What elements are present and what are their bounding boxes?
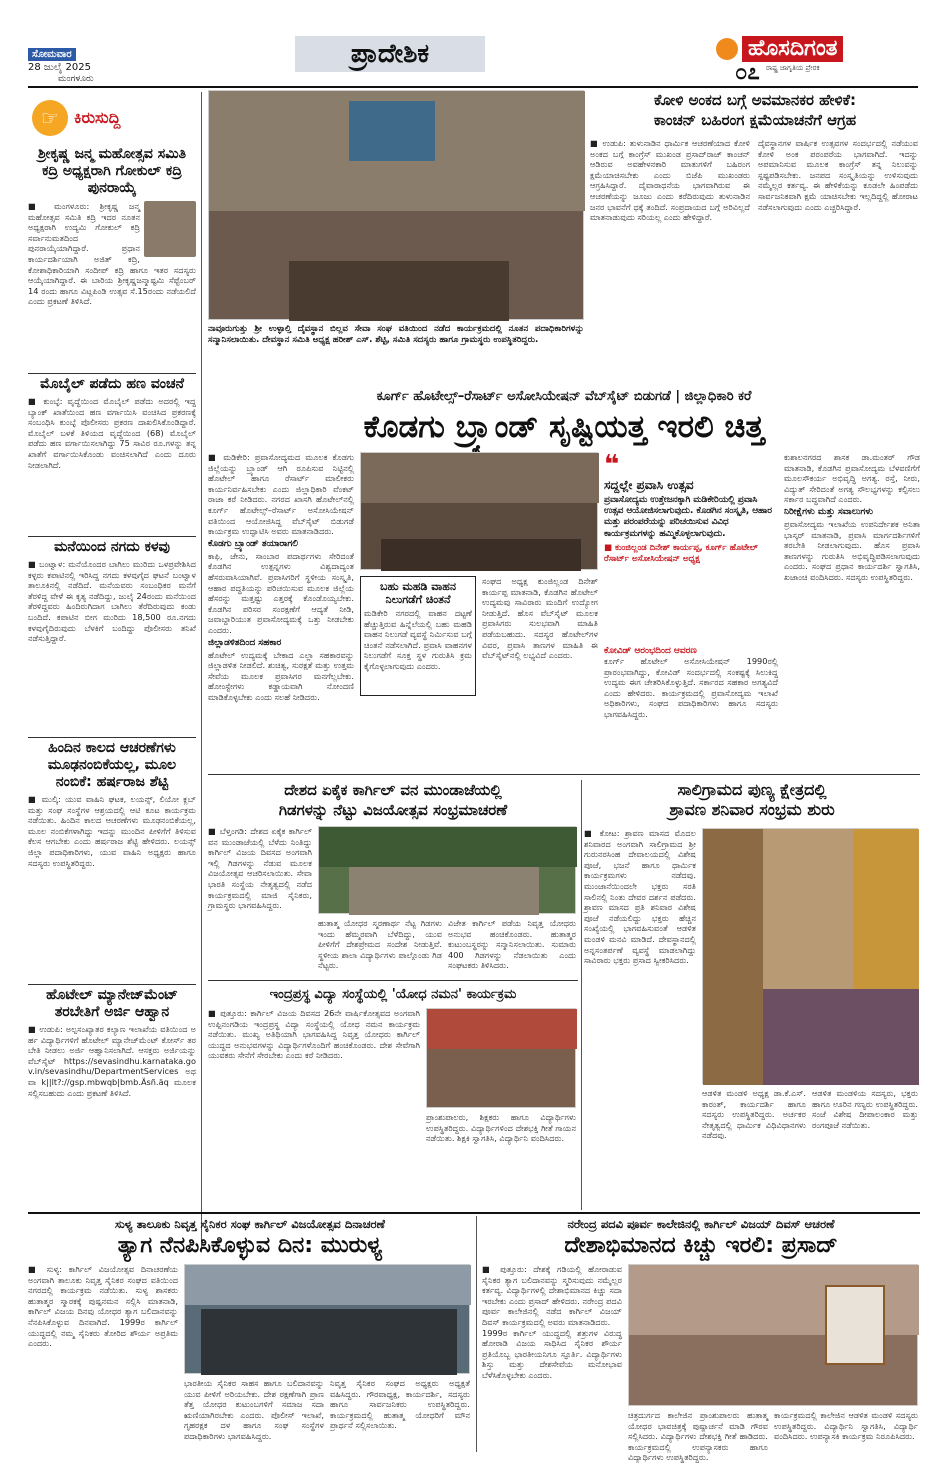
kodagu-subhead-4: ನಿರೀಕ್ಷೆಗಳು ಮತ್ತು ಸವಾಲುಗಳು (784, 506, 874, 517)
kodagu-body-1c: ಹೊಟೇಲ್ ಉದ್ಯಮಕ್ಕೆ ಬೇಕಾದ ಎಲ್ಲಾ ಸಹಕಾರವನ್ನು ಜಿಲ್ಲಾಡಳಿತ ನೀಡಲಿದೆ. ಶುಚಿತ್ವ, ಸುರಕ್ಷತೆ ಮತ್ತು ಉತ್ತಮ ಸೇವೆಯ ಮೂಲಕ ಪ್ರವಾಸಿಗರ ಮನಗೆಲ್ಲಬೇಕು. ಹೋಂಸ್ಟೇಗಳು ಕಡ್ಡಾಯವಾಗಿ ನೋಂದಣಿ ಮಾಡಿಕೊಳ್ಳಬೇಕು ಎಂದು ಸಲಹೆ ನೀಡಿದರು. (208, 649, 354, 702)
kodagu-subhead-1: ಕೊಡಗು ಬ್ರ್ಯಾಂಡ್ ತಯಾರಾಗಲಿ (208, 538, 298, 549)
sullia-headline: ತ್ಯಾಗ ನೆನಪಿಸಿಕೊಳ್ಳುವ ದಿನ: ಮುರುಳ್ಯ (117, 1233, 383, 1258)
kodagu-body-1: ■ ಮಡಿಕೇರಿ: ಪ್ರವಾಸೋದ್ಯಮದ ಮೂಲಕ ಕೊಡಗು ಜಿಲ್ಲೆಯನ್ನು ಬ್ರ್ಯಾಂಡ್ ಆಗಿ ರೂಪಿಸುವ ನಿಟ್ಟಿನಲ್ಲಿ ಹೊಟೇಲ್ ಹಾಗೂ ರೆಸಾರ್ಟ್ ಮಾಲೀಕರು ಕಾರ್ಯನಿರ್ವಹಿಸಬೇಕು ಎಂದು ಜಿಲ್ಲಾಧಿಕಾರಿ ವೆಂಕಟ್ ರಾಜಾ ಕರೆ ನೀಡಿದರು. ನಗರದ ಖಾಸಗಿ ಹೊಟೇಲ್‌ನಲ್ಲಿ ಕೂರ್ಗ್ ಹೊಟೇಲ್ಸ್–ರೆಸಾರ್ಟ್ ಅಸೋಸಿಯೇಷನ್ ವತಿಯಿಂದ ಆಯೋಜಿಸಿದ್ದ ವೆಬ್‌ಸೈಟ್ ಬಿಡುಗಡೆ ಕಾರ್ಯಕ್ರಮ ಉದ್ಘಾಟಿಸಿ ಅವರು ಮಾತನಾಡಿದರು. (208, 452, 354, 537)
column-divider (581, 780, 582, 1210)
masthead-rule (28, 86, 918, 88)
kodagu-col-3 (482, 576, 598, 770)
sidebar-item (28, 539, 196, 735)
photo-building (185, 1265, 471, 1305)
koli-col-1: ■ ಉಡುಪಿ: ತುಳುನಾಡಿನ ಧಾರ್ಮಿಕ ಆಚರಣೆಯಾದ ಕೋಳಿ ಅಂಕದ ಬಗ್ಗೆ ಕಾಂಗ್ರೆಸ್ ಮುಖಂಡ ಪ್ರಸಾದ್‌ರಾಜ್ ಕಾಂಚನ್ ಆಡಿರುವ ಅವಹೇಳನಕಾರಿ ಮಾತುಗಳಿಗೆ ಬಹಿರಂಗ ಕ್ಷಮೆಯಾಚಿಸಬೇಕು ಎಂದು ಬಿಜೆಪಿ ಮುಖಂಡರು ಆಗ್ರಹಿಸಿದ್ದಾರೆ. ದೈವಾರಾಧನೆಯ ಭಾಗವಾಗಿರುವ ಈ ಆಚರಣೆಯನ್ನು ಜೂಜು ಎಂದು ಕರೆದಿರುವುದು ತುಳುನಾಡಿನ ಜನರ ಭಾವನೆಗೆ ಧಕ್ಕೆ ತಂದಿದೆ. ಸಂಪ್ರದಾಯದ ಬಗ್ಗೆ ಅರಿವಿಲ್ಲದೆ ಮಾತನಾಡುವುದು ಸರಿಯಲ್ಲ ಎಂದು ಹೇಳಿದ್ದಾರೆ. (590, 138, 750, 223)
indraprastha-col-1: ■ ಪುತ್ತೂರು: ಕಾರ್ಗಿಲ್ ವಿಜಯ ದಿವಸದ 26ನೇ ವಾರ್ಷಿಕೋತ್ಸವದ ಅಂಗವಾಗಿ ಉಪ್ಪಿನಂಗಡಿಯ ಇಂದ್ರಪ್ರಸ್ಥ ವಿದ್ಯಾ ಸಂಸ್ಥೆಯಲ್ಲಿ ಯೋಧ ನಮನ ಕಾರ್ಯಕ್ರಮ ನಡೆಯಿತು. ಮುಖ್ಯ ಅತಿಥಿಯಾಗಿ ಭಾಗವಹಿಸಿದ್ದ ನಿವೃತ್ತ ಯೋಧರು ಕಾರ್ಗಿಲ್ ಯುದ್ಧದ ಅನುಭವಗಳನ್ನು ವಿದ್ಯಾರ್ಥಿಗಳೊಂದಿಗೆ ಹಂಚಿಕೊಂಡರು. ದೇಶ ಸೇವೆಗಾಗಿ ಯುವಕರು ಸೇನೆಗೆ ಸೇರಬೇಕು ಎಂದು ಕರೆ ನೀಡಿದರು. (208, 1008, 420, 1061)
kodagu-box (360, 576, 476, 696)
narendra (482, 1216, 920, 1463)
saligrama-col-1: ■ ಕೋಟ: ಶ್ರಾವಣ ಮಾಸದ ಮೊದಲ ಶನಿವಾರದ ಅಂಗವಾಗಿ ಸಾಲಿಗ್ರಾಮದ ಶ್ರೀ ಗುರುನರಸಿಂಹ ದೇವಾಲಯದಲ್ಲಿ ವಿಶೇಷ ಪೂಜೆ, ಭಜನೆ ಹಾಗೂ ಧಾರ್ಮಿಕ ಕಾರ್ಯಕ್ರಮಗಳು ನಡೆದವು. ಮುಂಜಾನೆಯಿಂದಲೇ ಭಕ್ತರು ಸರತಿ ಸಾಲಿನಲ್ಲಿ ನಿಂತು ದೇವರ ದರ್ಶನ ಪಡೆದರು. ಶ್ರಾವಣ ಮಾಸದ ಪ್ರತಿ ಶನಿವಾರ ವಿಶೇಷ ಪೂಜೆ ನಡೆಯಲಿದ್ದು ಭಕ್ತರು ಹೆಚ್ಚಿನ ಸಂಖ್ಯೆಯಲ್ಲಿ ಭಾಗವಹಿಸುವಂತೆ ಆಡಳಿತ ಮಂಡಳಿ ಮನವಿ ಮಾಡಿದೆ. ದೇವಸ್ಥಾನದಲ್ಲಿ ಅನ್ನಸಂತರ್ಪಣೆ ವ್ಯವಸ್ಥೆ ಮಾಡಲಾಗಿದ್ದು ಸಾವಿರಾರು ಭಕ್ತರು ಪ್ರಸಾದ ಸ್ವೀಕರಿಸಿದರು. (584, 828, 696, 966)
sidebar-item-headline: ಮೊಬೈಲ್ ಪಡೆದು ಹಣ ವಂಚನೆ (40, 376, 184, 392)
sullia-col-2: ಭಾರತೀಯ ಸೈನಿಕರ ಸಾಹಸ ಹಾಗೂ ಬಲಿದಾನವನ್ನು ಯುವ ಪೀಳಿಗೆ ಅರಿಯಬೇಕು. ದೇಶ ರಕ್ಷಣೆಗಾಗಿ ಪ್ರಾಣ ತೆತ್ತ ಯೋಧರ ಕುಟುಂಬಗಳಿಗೆ ಸಮಾಜ ಸದಾ ಋಣಿಯಾಗಿರಬೇಕು ಎಂದರು. ಪೊಲೀಸ್ ಇಲಾಖೆ, ಗೃಹರಕ್ಷಕ ದಳ ಹಾಗೂ ಸಂಘ ಸಂಸ್ಥೆಗಳ ಪದಾಧಿಕಾರಿಗಳು ಭಾಗವಹಿಸಿದ್ದರು. (184, 1378, 324, 1441)
paper-name: ಹೊಸದಿಗಂತ (742, 36, 843, 62)
saligrama-headline-2: ಶ್ರಾವಣ ಶನಿವಾರ ಸಂಭ್ರಮ ಶುರು (669, 800, 835, 819)
kargil-van-photo (318, 826, 576, 914)
divider (28, 1212, 920, 1214)
quote-author: ■ ಕುಂಜಿಲ್ಲಂಡ ದಿನೇಶ್ ಕಾರ್ಯಪ್ಪ, ಕೂರ್ಗ್ ಹೊಟೇಲ್ ರೆಸಾರ್ಟ್ ಅಸೋಸಿಯೇಷನ್ ಅಧ್ಯಕ್ಷ (604, 542, 758, 564)
masthead-day: ಸೋಮವಾರ (28, 48, 76, 61)
saligrama (584, 780, 920, 1210)
masthead-date: 28 ಜುಲೈ 2025 (28, 62, 91, 73)
page-number: ೦೭ (735, 60, 760, 85)
kodagu-body-4b: ಪ್ರವಾಸೋದ್ಯಮ ಇಲಾಖೆಯ ಉಪನಿರ್ದೇಶಕ ಅನಿತಾ ಭಾಸ್ಕರ್ ಮಾತನಾಡಿ, ಪ್ರವಾಸಿ ಮಾರ್ಗದರ್ಶಿಗಳಿಗೆ ತರಬೇತಿ ನೀಡಲಾಗುವುದು. ಹೊಸ ಪ್ರವಾಸಿ ತಾಣಗಳನ್ನು ಗುರುತಿಸಿ ಅಭಿವೃದ್ಧಿಪಡಿಸಲಾಗುವುದು ಎಂದರು. ಸಂಘದ ಪ್ರಧಾನ ಕಾರ್ಯದರ್ಶಿ ಸ್ವಾಗತಿಸಿ, ಖಜಾಂಚಿ ವಂದಿಸಿದರು. ಸದಸ್ಯರು ಉಪಸ್ಥಿತರಿದ್ದರು. (784, 518, 920, 582)
narendra-col-3: ಕಾರ್ಯಕ್ರಮದಲ್ಲಿ ಕಾಲೇಜಿನ ಆಡಳಿತ ಮಂಡಳಿ ಸದಸ್ಯರು ಉಪಸ್ಥಿತರಿದ್ದರು. ವಿದ್ಯಾರ್ಥಿನಿ ಸ್ವಾಗತಿಸಿ, ವಿದ್ಯಾರ್ಥಿ ವಂದಿಸಿದರು. ಉಪನ್ಯಾಸಕಿ ಕಾರ್ಯಕ್ರಮ ನಿರೂಪಿಸಿದರು. (774, 1410, 918, 1442)
kodagu-body-1b: ಕಾಫಿ, ಜೇನು, ಸಾಂಬಾರ ಪದಾರ್ಥಗಳು ಸೇರಿದಂತೆ ಕೊಡಗಿನ ಉತ್ಪನ್ನಗಳು ವಿಶ್ವದಾದ್ಯಂತ ಹೆಸರುವಾಸಿಯಾಗಿವೆ. ಪ್ರವಾಸಿಗರಿಗೆ ಸ್ಥಳೀಯ ಸಂಸ್ಕೃತಿ, ಆಹಾರ ಪದ್ಧತಿಯನ್ನು ಪರಿಚಯಿಸುವ ಮೂಲಕ ಜಿಲ್ಲೆಯ ಹೆಸರನ್ನು ಮತ್ತಷ್ಟು ಎತ್ತರಕ್ಕೆ ಕೊಂಡೊಯ್ಯಬೇಕು. ಕೊಡಗಿನ ಪರಿಸರ ಸಂರಕ್ಷಣೆಗೆ ಆದ್ಯತೆ ನೀಡಿ, ಜವಾಬ್ದಾರಿಯುತ ಪ್ರವಾಸೋದ್ಯಮಕ್ಕೆ ಒತ್ತು ನೀಡಬೇಕು ಎಂದರು. (208, 550, 354, 635)
kargil-van-headline-1: ದೇಶದ ಏಕೈಕ ಕಾರ್ಗಿಲ್ ವನ ಮುಂಡಾಜೆಯಲ್ಲಿ (284, 781, 502, 799)
sullia-kicker: ಸುಳ್ಯ ತಾಲೂಕು ನಿವೃತ್ತ ಸೈನಿಕರ ಸಂಘ ಕಾರ್ಗಿಲ್ ವಿಜಯೋತ್ಸವ ದಿನಾಚರಣೆ (114, 1217, 386, 1231)
divider (28, 984, 196, 985)
saligrama-photo (702, 828, 918, 1084)
narendra-col-2: ಚಿತ್ರದುರ್ಗದ ಕಾಲೇಜಿನ ಪ್ರಾಂಶುಪಾಲರು ಹುತಾತ್ಮ ಯೋಧರ ಭಾವಚಿತ್ರಕ್ಕೆ ಪುಷ್ಪಾರ್ಚನೆ ಮಾಡಿ ಗೌರವ ಸಲ್ಲಿಸಿದರು. ವಿದ್ಯಾರ್ಥಿಗಳು ದೇಶಭಕ್ತಿ ಗೀತೆ ಹಾಡಿದರು. ಕಾರ್ಯಕ್ರಮದಲ್ಲಿ ಉಪನ್ಯಾಸಕರು ಹಾಗೂ ವಿದ್ಯಾರ್ಥಿಗಳು ಉಪಸ್ಥಿತರಿದ್ದರು. (628, 1410, 768, 1463)
sullia-col-3: ನಿವೃತ್ತ ಸೈನಿಕರ ಸಂಘದ ಅಧ್ಯಕ್ಷರು ಅಧ್ಯಕ್ಷತೆ ವಹಿಸಿದ್ದರು. ಗೌರವಾಧ್ಯಕ್ಷ, ಕಾರ್ಯದರ್ಶಿ, ಸದಸ್ಯರು ಹಾಗೂ ಸಾರ್ವಜನಿಕರು ಉಪಸ್ಥಿತರಿದ್ದರು. ಕಾರ್ಯಕ್ರಮದಲ್ಲಿ ಹುತಾತ್ಮ ಯೋಧರಿಗೆ ಮೌನ ಪ್ರಾರ್ಥನೆ ಸಲ್ಲಿಸಲಾಯಿತು. (330, 1378, 470, 1431)
photo-banner (427, 1009, 577, 1049)
sullia-col-1: ■ ಸುಳ್ಯ: ಕಾರ್ಗಿಲ್ ವಿಜಯೋತ್ಸವ ದಿನಾಚರಣೆಯ ಅಂಗವಾಗಿ ತಾಲೂಕು ನಿವೃತ್ತ ಸೈನಿಕರ ಸಂಘದ ವತಿಯಿಂದ ನಗರದಲ್ಲಿ ಕಾರ್ಯಕ್ರಮ ನಡೆಯಿತು. ಸುಳ್ಯ ಶಾಸಕರು ಹುತಾತ್ಮರ ಸ್ಮಾರಕಕ್ಕೆ ಪುಷ್ಪನಮನ ಸಲ್ಲಿಸಿ ಮಾತನಾಡಿ, ಕಾರ್ಗಿಲ್ ವಿಜಯ ದಿನವು ಯೋಧರ ತ್ಯಾಗ ಬಲಿದಾನವನ್ನು ನೆನಪಿಸಿಕೊಳ್ಳುವ ದಿನವಾಗಿದೆ. 1999ರ ಕಾರ್ಗಿಲ್ ಯುದ್ಧದಲ್ಲಿ ನಮ್ಮ ಸೈನಿಕರು ತೋರಿದ ಶೌರ್ಯ ಅಪ್ರತಿಮ ಎಂದರು. (28, 1264, 178, 1349)
sidebar-item-body: ■ ಮಂಗಳೂರು: ಶ್ರೀಕೃಷ್ಣ ಜನ್ಮ ಮಹೋತ್ಸವ ಸಮಿತಿ ಕದ್ರಿ ಇದರ ನೂತನ ಅಧ್ಯಕ್ಷರಾಗಿ ಉದ್ಯಮಿ ಗೋಕುಲ್ ಕದ್ರಿ ಸರ್ವಾನುಮತದಿಂದ ಪುನರಾಯ್ಕೆಯಾಗಿದ್ದಾರೆ. ಪ್ರಧಾನ ಕಾರ್ಯದರ್ಶಿಯಾಗಿ ಅಜಿತ್ ಕದ್ರಿ, ಕೋಶಾಧಿಕಾರಿಯಾಗಿ ಸಂದೀಪ್ ಕದ್ರಿ ಹಾಗೂ ಇತರ ಸದಸ್ಯರು ಆಯ್ಕೆಯಾಗಿದ್ದಾರೆ. ಈ ಬಾರಿಯ ಶ್ರೀಕೃಷ್ಣಜನ್ಮಾಷ್ಟಮಿ ಸೆಪ್ಟೆಂಬರ್ 14 ರಂದು ಹಾಗೂ ವಿಟ್ಲಪಿಂಡಿ ಉತ್ಸವ ಸೆ.15ರಂದು ನಡೆಯಲಿದೆ ಎಂದು ಪ್ರಕಟಣೆ ತಿಳಿಸಿದೆ. (28, 201, 196, 307)
top-photo-caption: ನಾವೂರುಗುತ್ತು ಶ್ರೀ ಉಳ್ಳಾಲ್ತಿ ದೈವಸ್ಥಾನ ಬಿಲ್ಲವ ಸೇವಾ ಸಂಘ ವತಿಯಿಂದ ನಡೆದ ಕಾರ್ಯಕ್ರಮದಲ್ಲಿ ನೂತನ ಪದಾಧಿಕಾರಿಗಳನ್ನು ಸನ್ಮಾನಿಸಲಾಯಿತು. ದೇವಸ್ಥಾನ ಸಮಿತಿ ಅಧ್ಯಕ್ಷ ಹರೀಶ್ ಎಸ್. ಶೆಟ್ಟಿ, ಸಮಿತಿ ಸದಸ್ಯರು ಹಾಗೂ ಗ್ರಾಮಸ್ಥರು ಉಪಸ್ಥಿತರಿದ್ದರು. (208, 324, 584, 345)
avatar (144, 201, 196, 257)
sullia (28, 1216, 472, 1452)
kargil-van-col-3: ವಿಜೇತ ಕಾರ್ಗಿಲ್ ಪಡೆಯ ನಿವೃತ್ತ ಯೋಧರು ಅನುಭವ ಹಂಚಿಕೊಂಡರು. ಹುತಾತ್ಮರ ಕುಟುಂಬಸ್ಥರನ್ನು ಸನ್ಮಾನಿಸಲಾಯಿತು. ಸುಮಾರು 400 ಗಿಡಗಳನ್ನು ನೆಡಲಾಯಿತು ಎಂದು ಸಂಘಟಕರು ತಿಳಿಸಿದರು. (448, 918, 576, 971)
paper-tagline: ರಾಷ್ಟ್ರ ಜಾಗೃತಿಯ ಪ್ರೇರಕ (766, 64, 820, 72)
kodagu-box-headline: ಬಹು ಮಹಡಿ ವಾಹನ ನಿಲುಗಡೆಗೆ ಚಿಂತನೆ (380, 580, 456, 606)
quote-text: ಪ್ರವಾಸೋದ್ಯಮ ಉತ್ತೇಜನಕ್ಕಾಗಿ ಮಡಿಕೇರಿಯಲ್ಲಿ ಪ್ರವಾಸಿ ಉತ್ಸವ ಆಯೋಜಿಸಲಾಗುವುದು. ಕೊಡಗಿನ ಸಂಸ್ಕೃತಿ, ಆಹಾರ ಮತ್ತು ಪರಂಪರೆಯನ್ನು ಪರಿಚಯಿಸುವ ವಿವಿಧ ಕಾರ್ಯಕ್ರಮಗಳನ್ನು ಹಮ್ಮಿಕೊಳ್ಳಲಾಗುವುದು. (604, 495, 772, 539)
sidebar-item-headline: ಹಿಂದಿನ ಕಾಲದ ಆಚರಣೆಗಳು ಮೂಢನಂಬಿಕೆಯಲ್ಲ, ಮೂಲ ನಂಬಿಕೆ: ಹರ್ಷರಾಜ ಶೆಟ್ಟಿ (47, 740, 177, 790)
sidebar-item (28, 376, 196, 534)
sidebar-item-body: ■ ಮುಲ್ಕಿ: ಯುವ ವಾಹಿನಿ ಘಟಕ, ಲಯನ್ಸ್, ಲಿಯೋ ಕ್ಲಬ್ ಮತ್ತು ಸಂಘ ಸಂಸ್ಥೆಗಳ ಆಶ್ರಯದಲ್ಲಿ ಆಟಿ ಕೂಟ ಕಾರ್ಯಕ್ರಮ ನಡೆಯಿತು. ಹಿಂದಿನ ಕಾಲದ ಆಚರಣೆಗಳು ಮೂಢನಂಬಿಕೆಯಲ್ಲ, ಮೂಲ ನಂಬಿಕೆಗಳಾಗಿದ್ದು ಇದನ್ನು ಮುಂದಿನ ಪೀಳಿಗೆಗೆ ತಿಳಿಸುವ ಕೆಲಸ ಆಗಬೇಕು ಎಂದು ಹರ್ಷರಾಜ ಶೆಟ್ಟಿ ಹೇಳಿದರು. ಲಯನ್ಸ್ ಜಿಲ್ಲಾ ಪದಾಧಿಕಾರಿಗಳು, ಯುವ ವಾಹಿನಿ ಅಧ್ಯಕ್ಷರು ಹಾಗೂ ಸದಸ್ಯರು ಉಪಸ್ಥಿತರಿದ್ದರು. (28, 794, 196, 868)
photo-trees (319, 827, 577, 867)
kodagu-box-text: ಮಡಿಕೇರಿ ನಗರದಲ್ಲಿ ವಾಹನ ದಟ್ಟಣೆ ಹೆಚ್ಚುತ್ತಿರುವ ಹಿನ್ನೆಲೆಯಲ್ಲಿ ಬಹು ಮಹಡಿ ವಾಹನ ನಿಲುಗಡೆ ವ್ಯವಸ್ಥೆ ನಿರ್ಮಿಸುವ ಬಗ್ಗೆ ಚಿಂತನೆ ನಡೆಸಲಾಗಿದೆ. ಪ್ರವಾಸಿ ವಾಹನಗಳ ನಿಲುಗಡೆಗೆ ಸೂಕ್ತ ಸ್ಥಳ ಗುರುತಿಸಿ ಕ್ರಮ ಕೈಗೊಳ್ಳಲಾಗುವುದು ಎಂದರು. (364, 608, 472, 671)
sidebar (28, 92, 196, 1252)
narendra-kicker: ನರೇಂದ್ರ ಪದವಿ ಪೂರ್ವ ಕಾಲೇಜಿನಲ್ಲಿ ಕಾರ್ಗಿಲ್ ವಿಜಯ್ ದಿವಸ್ ಆಚರಣೆ (567, 1217, 835, 1231)
photo-panel (361, 453, 599, 503)
koli-col-2: ದೈವಸ್ಥಾನಗಳ ವಾರ್ಷಿಕ ಉತ್ಸವಗಳ ಸಂದರ್ಭದಲ್ಲಿ ನಡೆಯುವ ಕೋಳಿ ಅಂಕ ಪರಂಪರೆಯ ಭಾಗವಾಗಿದೆ. ಇದನ್ನು ಅಪಮಾನಿಸುವ ಮೂಲಕ ಕಾಂಗ್ರೆಸ್ ತನ್ನ ನಿಲುವನ್ನು ಸ್ಪಷ್ಟಪಡಿಸಬೇಕು. ಜನಪದ ಸಂಸ್ಕೃತಿಯನ್ನು ಉಳಿಸುವುದು ನಮ್ಮೆಲ್ಲರ ಕರ್ತವ್ಯ. ಈ ಹೇಳಿಕೆಯನ್ನು ಕೂಡಲೇ ಹಿಂಪಡೆದು ಸಾರ್ವಜನಿಕವಾಗಿ ಕ್ಷಮೆ ಯಾಚಿಸಬೇಕು ಇಲ್ಲದಿದ್ದಲ್ಲಿ ಹೋರಾಟ ನಡೆಸಲಾಗುವುದು ಎಂದು ಎಚ್ಚರಿಸಿದ್ದಾರೆ. (758, 138, 918, 212)
sullia-photo (184, 1264, 470, 1374)
kodagu-col-3b (604, 646, 778, 770)
kargil-van-col-2: ಹುತಾತ್ಮ ಯೋಧರ ಸ್ಮರಣಾರ್ಥ ನೆಟ್ಟ ಗಿಡಗಳು ಇಂದು ಹೆಮ್ಮರವಾಗಿ ಬೆಳೆದಿದ್ದು, ಯುವ ಪೀಳಿಗೆಗೆ ದೇಶಪ್ರೇಮದ ಸಂದೇಶ ನೀಡುತ್ತಿವೆ. ಸ್ಥಳೀಯ ಶಾಲಾ ವಿದ್ಯಾರ್ಥಿಗಳು ಪಾಲ್ಗೊಂಡು ಗಿಡ ನೆಟ್ಟರು. (318, 918, 442, 971)
saligrama-col-2: ಆಡಳಿತ ಮಂಡಳಿ ಅಧ್ಯಕ್ಷ ಡಾ.ಕೆ.ಎಸ್. ಕಾರಂತ್, ಕಾರ್ಯದರ್ಶಿ ಹಾಗೂ ಸದಸ್ಯರು ಉಪಸ್ಥಿತರಿದ್ದರು. ಅರ್ಚಕರ ನೇತೃತ್ವದಲ್ಲಿ ಧಾರ್ಮಿಕ ವಿಧಿವಿಧಾನಗಳು ನಡೆದವು. (702, 1088, 806, 1141)
narendra-headline: ದೇಶಾಭಿಮಾನದ ಕಿಚ್ಚು ಇರಲಿ: ಪ್ರಸಾದ್ (564, 1233, 838, 1258)
indraprastha-headline: ಇಂದ್ರಪ್ರಸ್ಥ ವಿದ್ಯಾ ಸಂಸ್ಥೆಯಲ್ಲಿ 'ಯೋಧ ನಮನ' ಕಾರ್ಯಕ್ರಮ (269, 987, 517, 1002)
sidebar-item-body: ■ ಉಡುಪಿ: ಅಲ್ಪಸಂಖ್ಯಾತರ ಕಲ್ಯಾಣ ಇಲಾಖೆಯ ವತಿಯಿಂದ ಅರ್ಹ ವಿದ್ಯಾರ್ಥಿಗಳಿಗೆ ಹೊಟೇಲ್ ಮ್ಯಾನೇಜ್‌ಮೆಂಟ್ ಕೋರ್ಸ್ ತರಬೇತಿ ನೀಡಲು ಅರ್ಜಿ ಆಹ್ವಾನಿಸಲಾಗಿದೆ. ಆಸಕ್ತರು ಅರ್ಜಿಯನ್ನು ವೆಬ್‌ಸೈಟ್ https://sevasindhu.karnataka.gov.in/sevasindhu/DepartmentServices ಅಥವಾ k||lt?://gsp.mbwqb|bmb.Äsñ.äq ಮೂಲಕ ಸಲ್ಲಿಸಬಹುದು ಎಂದು ಪ್ರಕಟಣೆ ತಿಳಿಸಿದೆ. (28, 1024, 196, 1098)
divider (208, 774, 920, 775)
divider (208, 980, 578, 981)
sidebar-item (28, 146, 196, 371)
sidebar-brand (28, 92, 196, 142)
top-photo (208, 90, 584, 320)
kodagu-photo (360, 452, 598, 570)
narendra-body-1: ■ ಪುತ್ತೂರು: ದೇಶಕ್ಕೆ ಗಡಿಯಲ್ಲಿ ಹೋರಾಡುವ ಸೈನಿಕರ ತ್ಯಾಗ ಬಲಿದಾನವನ್ನು ಸ್ಮರಿಸುವುದು ನಮ್ಮೆಲ್ಲರ ಕರ್ತವ್ಯ. ವಿದ್ಯಾರ್ಥಿಗಳಲ್ಲಿ ದೇಶಾಭಿಮಾನದ ಕಿಚ್ಚು ಸದಾ ಇರಬೇಕು ಎಂದು ಪ್ರಸಾದ್ ಹೇಳಿದರು. ನರೇಂದ್ರ ಪದವಿ ಪೂರ್ವ ಕಾಲೇಜಿನಲ್ಲಿ ನಡೆದ ಕಾರ್ಗಿಲ್ ವಿಜಯ್ ದಿವಸ್ ಕಾರ್ಯಕ್ರಮದಲ್ಲಿ ಅವರು ಮಾತನಾಡಿದರು. (482, 1264, 622, 1327)
kodagu-subhead-3: ಕೋವಿಡ್ ಆರಂಭದಿಂದ ಆವರಣ (604, 646, 697, 656)
masthead-city: ಮಂಗಳೂರು (58, 74, 94, 84)
photo-pillars (703, 829, 763, 1085)
kodagu-col-4 (784, 452, 920, 770)
indraprastha-photo (426, 1008, 576, 1108)
section-title: ಪ್ರಾದೇಶಿಕ (295, 36, 485, 72)
sidebar-item-headline: ಮನೆಯಿಂದ ನಗದು ಕಳವು (54, 539, 170, 555)
saligrama-headline-1: ಸಾಲಿಗ್ರಾಮದ ಪುಣ್ಯ ಕ್ಷೇತ್ರದಲ್ಲಿ (677, 780, 827, 799)
quote-label: ಸದ್ದಲ್ಲೇ ಪ್ರವಾಸಿ ಉತ್ಸವ (604, 478, 694, 492)
sidebar-brand-label: ಕಿರುಸುದ್ದಿ (74, 108, 121, 127)
lamp-icon (716, 38, 738, 60)
pointing-hand-icon: ☞ (32, 100, 68, 136)
sidebar-item (28, 740, 196, 982)
quote-icon: ❝ (604, 450, 620, 480)
kodagu-body-3: ಸಂಘದ ಅಧ್ಯಕ್ಷ ಕುಂಜಿಲ್ಲಂಡ ದಿನೇಶ್ ಕಾರ್ಯಪ್ಪ ಮಾತನಾಡಿ, ಕೊಡಗಿನ ಹೊಟೇಲ್ ಉದ್ಯಮವು ಸಾವಿರಾರು ಮಂದಿಗೆ ಉದ್ಯೋಗ ನೀಡುತ್ತಿದೆ. ಹೊಸ ವೆಬ್‌ಸೈಟ್ ಮೂಲಕ ಪ್ರವಾಸಿಗರು ಸುಲಭವಾಗಿ ಮಾಹಿತಿ ಪಡೆಯಬಹುದು. ಸದಸ್ಯರ ಹೊಟೇಲ್‌ಗಳ ವಿವರ, ಪ್ರವಾಸಿ ತಾಣಗಳ ಮಾಹಿತಿ ಈ ವೆಬ್‌ಸೈಟ್‌ನಲ್ಲಿ ಲಭ್ಯವಿದೆ ಎಂದರು. (482, 576, 598, 661)
koli-article (590, 90, 920, 390)
kodagu-col-1 (208, 452, 354, 770)
photo-portrait (825, 1285, 885, 1365)
divider (28, 373, 196, 374)
narendra-photo (628, 1264, 918, 1406)
sidebar-item-headline: ಹೊಟೇಲ್ ಮ್ಯಾನೇಜ್‌ಮೆಂಟ್ ತರಬೇತಿಗೆ ಅರ್ಜಿ ಆಹ್ವಾನ (46, 987, 178, 1020)
photo-table (289, 261, 509, 321)
kodagu-headline: ಕೊಡಗು ಬ್ರ್ಯಾಂಡ್ ಸೃಷ್ಟಿಯತ್ತ ಇರಲಿ ಚಿತ್ತ (363, 409, 765, 445)
saligrama-col-3: ಆಡಳಿತ ಮಂಡಳಿಯ ಸದಸ್ಯರು, ಭಕ್ತರು ಹಾಗೂ ಊರಿನ ಗಣ್ಯರು ಉಪಸ್ಥಿತರಿದ್ದರು. ಸಂಜೆ ವಿಶೇಷ ದೀಪಾಲಂಕಾರ ಮತ್ತು ರಂಗಪೂಜೆ ನಡೆಯಿತು. (812, 1088, 918, 1130)
photo-devotees (763, 989, 919, 1085)
kargil-van (208, 780, 578, 976)
koli-headline-1: ಕೋಳಿ ಅಂಕದ ಬಗ್ಗೆ ಅವಮಾನಕರ ಹೇಳಿಕೆ: (654, 91, 856, 109)
photo-table (381, 539, 581, 571)
sidebar-item (28, 987, 196, 1136)
kodagu-subhead-2: ಜಿಲ್ಲಾಡಳಿತದಿಂದ ಸಹಕಾರ (208, 637, 282, 648)
koli-headline-2: ಕಾಂಚನ್ ಬಹಿರಂಗ ಕ್ಷಮೆಯಾಚನೆಗೆ ಆಗ್ರಹ (653, 111, 857, 129)
kodagu-quote-box (604, 452, 778, 642)
masthead (0, 0, 945, 92)
divider (28, 536, 196, 537)
narendra-body-1b: 1999ರ ಕಾರ್ಗಿಲ್ ಯುದ್ಧದಲ್ಲಿ ಶತ್ರುಗಳ ವಿರುದ್ಧ ಹೋರಾಡಿ ವಿಜಯ ಸಾಧಿಸಿದ ಸೈನಿಕರ ಶೌರ್ಯ ಪ್ರತಿಯೊಬ್ಬ ಭಾರತೀಯನಿಗೂ ಸ್ಫೂರ್ತಿ. ವಿದ್ಯಾರ್ಥಿಗಳು ಶಿಸ್ತು ಮತ್ತು ದೇಶಸೇವೆಯ ಮನೋಭಾವ ಬೆಳೆಸಿಕೊಳ್ಳಬೇಕು ಎಂದರು. (482, 1327, 622, 1380)
kargil-van-headline-2: ಗಿಡಗಳನ್ನು ನೆಟ್ಟು ವಿಜಯೋತ್ಸವ ಸಂಭ್ರಮಾಚರಣೆ (278, 801, 508, 819)
kodagu-kicker: ಕೂರ್ಗ್ ಹೊಟೇಲ್ಸ್–ರೆಸಾರ್ಟ್ ಅಸೋಸಿಯೇಷನ್ ವೆಬ್‌ಸೈಟ್ ಬಿಡುಗಡೆ | ಜಿಲ್ಲಾಧಿಕಾರಿ ಕರೆ (376, 389, 752, 404)
column-divider (476, 1216, 477, 1452)
date-block (28, 42, 158, 84)
sidebar-divider (201, 92, 202, 1252)
photo-group (201, 1309, 457, 1375)
kodagu-body-3b: ಕೂರ್ಗ್ ಹೊಟೇಲ್ ಅಸೋಸಿಯೇಷನ್ 1990ರಲ್ಲಿ ಪ್ರಾರಂಭವಾಗಿದ್ದು, ಕೋವಿಡ್ ಸಂದರ್ಭದಲ್ಲಿ ಸಂಕಷ್ಟಕ್ಕೆ ಸಿಲುಕಿದ್ದ ಉದ್ಯಮ ಈಗ ಚೇತರಿಸಿಕೊಳ್ಳುತ್ತಿದೆ. ಸರ್ಕಾರದ ಸಹಕಾರ ಅಗತ್ಯವಿದೆ ಎಂದು ಹೇಳಿದರು. ಕಾರ್ಯಕ್ರಮದಲ್ಲಿ ಪ್ರವಾಸೋದ್ಯಮ ಇಲಾಖೆ ಅಧಿಕಾರಿಗಳು, ಸಂಘದ ಪದಾಧಿಕಾರಿಗಳು ಹಾಗೂ ಸದಸ್ಯರು ಭಾಗವಹಿಸಿದ್ದರು. (604, 656, 778, 719)
indraprastha-col-2: ಪ್ರಾಂಶುಪಾಲರು, ಶಿಕ್ಷಕರು ಹಾಗೂ ವಿದ್ಯಾರ್ಥಿಗಳು ಉಪಸ್ಥಿತರಿದ್ದರು. ವಿದ್ಯಾರ್ಥಿಗಳಿಂದ ದೇಶಭಕ್ತಿ ಗೀತೆ ಗಾಯನ ನಡೆಯಿತು. ಶಿಕ್ಷಕಿ ಸ್ವಾಗತಿಸಿ, ವಿದ್ಯಾರ್ಥಿನಿ ವಂದಿಸಿದರು. (426, 1112, 576, 1144)
kodagu-body-4: ಕುಶಾಲನಗರದ ಶಾಸಕ ಡಾ.ಮಂತರ್ ಗೌಡ ಮಾತನಾಡಿ, ಕೊಡಗಿನ ಪ್ರವಾಸೋದ್ಯಮ ಬೆಳವಣಿಗೆಗೆ ಮೂಲಸೌಕರ್ಯ ಅಭಿವೃದ್ಧಿ ಅಗತ್ಯ. ರಸ್ತೆ, ನೀರು, ವಿದ್ಯುತ್ ಸೇರಿದಂತೆ ಅಗತ್ಯ ಸೌಲಭ್ಯಗಳನ್ನು ಕಲ್ಪಿಸಲು ಸರ್ಕಾರ ಬದ್ಧವಾಗಿದೆ ಎಂದರು. (784, 452, 920, 505)
sidebar-item-headline: ಶ್ರೀಕೃಷ್ಣ ಜನ್ಮ ಮಹೋತ್ಸವ ಸಮಿತಿ ಕದ್ರಿ ಅಧ್ಯಕ್ಷರಾಗಿ ಗೋಕುಲ್ ಕದ್ರಿ ಪುನರಾಯ್ಕೆ (38, 146, 186, 196)
indraprastha (208, 986, 578, 1206)
sidebar-item-body: ■ ಕುಂಬ್ಳೆ: ವೃದ್ಧೆಯಿಂದ ಮೊಬೈಲ್ ಪಡೆದು ಅದರಲ್ಲಿ ಇದ್ದ ಬ್ಯಾಂಕ್ ಖಾತೆಯಿಂದ ಹಣ ವರ್ಗಾಯಿಸಿ ವಂಚಿಸಿದ ಪ್ರಕರಣಕ್ಕೆ ಸಂಬಂಧಿಸಿ ಕುಂಬ್ಳೆ ಪೊಲೀಸರು ಪ್ರಕರಣ ದಾಖಲಿಸಿಕೊಂಡಿದ್ದಾರೆ. ಮೊಬೈಲ್ ಬಳಕೆ ತಿಳಿಯದ ವೃದ್ಧೆಯಿಂದ (68) ಮೊಬೈಲ್ ಪಡೆದು ಹಣ ವರ್ಗಾಯಿಸಲಾಗಿದ್ದು 75 ಸಾವಿರ ರೂ.ಗಳನ್ನು ತನ್ನ ಖಾತೆಗೆ ವರ್ಗಾಯಿಸಿಕೊಂಡು ವಂಚಿಸಲಾಗಿದೆ ಎಂದು ದೂರು ನೀಡಲಾಗಿದೆ. (28, 396, 196, 470)
banner-photo (349, 101, 435, 161)
kargil-van-col-1: ■ ಬೆಳ್ತಂಗಡಿ: ದೇಶದ ಏಕೈಕ ಕಾರ್ಗಿಲ್ ವನ ಮುಂಡಾಜೆಯಲ್ಲಿ ಬೆಳೆದು ನಿಂತಿದ್ದು ಕಾರ್ಗಿಲ್ ವಿಜಯ ದಿವಸದ ಅಂಗವಾಗಿ ಇಲ್ಲಿ ಗಿಡಗಳನ್ನು ನೆಡುವ ಮೂಲಕ ವಿಜಯೋತ್ಸವ ಆಚರಿಸಲಾಯಿತು. ಸೇವಾ ಭಾರತಿ ಸಂಸ್ಥೆಯ ನೇತೃತ್ವದಲ್ಲಿ ನಡೆದ ಕಾರ್ಯಕ್ರಮದಲ್ಲಿ ಮಾಜಿ ಸೈನಿಕರು, ಗ್ರಾಮಸ್ಥರು ಭಾಗವಹಿಸಿದ್ದರು. (208, 826, 312, 911)
sidebar-item-body: ■ ಬಂಟ್ವಾಳ: ಮನೆಯೊಂದರ ಬಾಗಿಲು ಮುರಿದು ಒಳಪ್ರವೇಶಿಸಿದ ಕಳ್ಳರು ಕಪಾಟಿನಲ್ಲಿ ಇರಿಸಿದ್ದ ನಗದು ಕಳವುಗೈದ ಘಟನೆ ಬಂಟ್ವಾಳ ತಾಲೂಕಿನಲ್ಲಿ ನಡೆದಿದೆ. ಮನೆಯವರು ಸಂಬಂಧಿಕರ ಮನೆಗೆ ತೆರಳಿದ್ದ ವೇಳೆ ಈ ಕೃತ್ಯ ನಡೆದಿದ್ದು, ಜುಲೈ 24ರಂದು ಮನೆಯಿಂದ ತೆರಳಿದ್ದವರು ಹಿಂದಿರುಗಿದಾಗ ಬಾಗಿಲು ತೆರೆದಿರುವುದು ಕಂಡು ಬಂದಿದೆ. ಕಪಾಟಿನ ಬೀಗ ಮುರಿದು 18,500 ರೂ.ನಗದು ಕಳವುಗೈದಿರುವುದು ಬೆಳಕಿಗೆ ಬಂದಿದ್ದು ಪೊಲೀಸರು ತನಿಖೆ ನಡೆಸುತ್ತಿದ್ದಾರೆ. (28, 559, 196, 644)
photo-people (349, 867, 539, 915)
divider (28, 737, 196, 738)
narendra-col-1 (482, 1264, 622, 1450)
